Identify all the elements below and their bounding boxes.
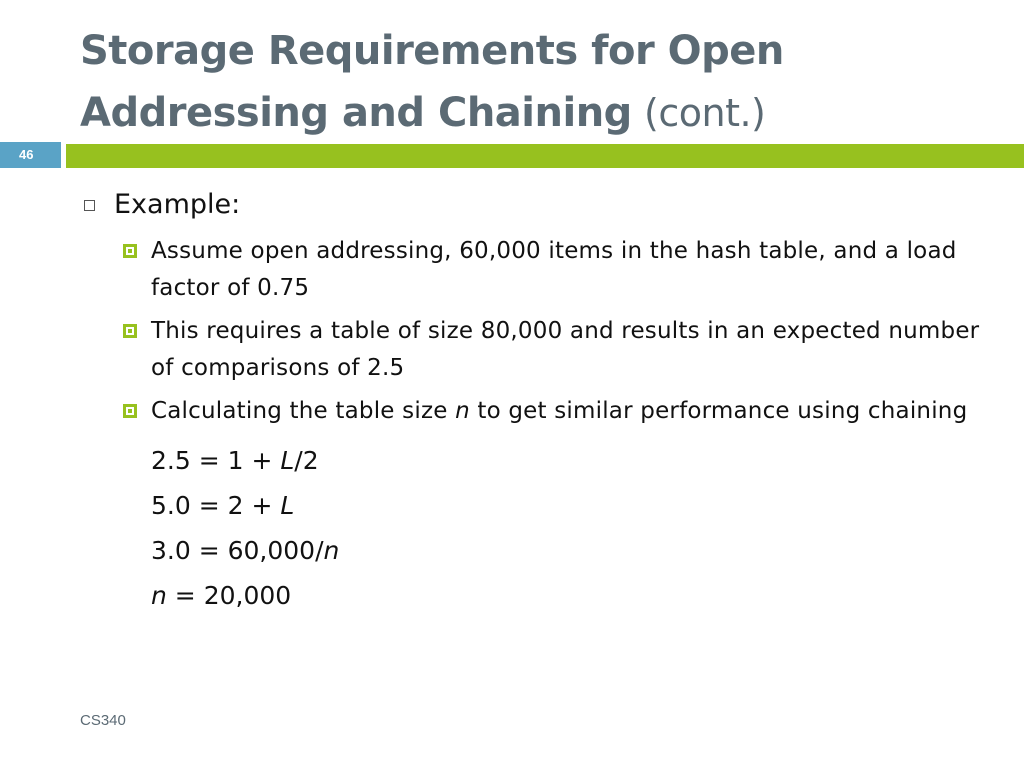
equation-left: 5.0 = 2 + — [151, 491, 281, 520]
slide-title-suffix: (cont.) — [644, 91, 766, 135]
equation-left: 2.5 = 1 + — [151, 446, 281, 475]
equation-4 — [151, 573, 980, 618]
green-square-bullet-icon — [123, 324, 137, 338]
sub-bullet-text: Assume open addressing, 60,000 items in the hash table, and a load factor of 0.75 — [151, 238, 957, 301]
equation-variable: n — [323, 536, 340, 565]
equation-1 — [151, 438, 980, 483]
slide-title-main: Storage Requirements for Open Addressing and Chaining — [80, 28, 784, 136]
sub-bullet-text: This requires a table of size 80,000 and results in an expected number of comparisons of 2.5 — [151, 318, 980, 381]
slide-number: 46 — [19, 147, 34, 162]
slide-footer: CS340 — [80, 712, 126, 729]
sub-bullet-3 — [151, 393, 980, 430]
equation-3 — [151, 528, 980, 573]
sub-bullet-2 — [151, 313, 980, 387]
sub-bullet-text-before: Calculating the table size — [151, 398, 456, 424]
sub-bullet-1 — [151, 233, 980, 307]
equation-right: /2 — [294, 446, 319, 475]
equation-variable: L — [280, 446, 295, 475]
equation-variable: n — [151, 581, 167, 610]
title-accent-bar — [66, 144, 1024, 168]
equation-left: 3.0 = 60,000/ — [151, 536, 324, 565]
sub-bullet-text-after: to get similar performance using chaining — [469, 398, 968, 424]
equation-2 — [151, 483, 980, 528]
bullet-example — [80, 183, 980, 227]
green-square-bullet-icon — [123, 244, 137, 258]
example-label: Example: — [114, 189, 241, 220]
slide-title — [80, 20, 1000, 144]
hollow-square-bullet-icon — [84, 200, 95, 211]
variable-n: n — [455, 398, 470, 424]
green-square-bullet-icon — [123, 404, 137, 418]
equation-variable: L — [280, 491, 295, 520]
slide-content — [80, 183, 980, 618]
equation-right: = 20,000 — [166, 581, 292, 610]
